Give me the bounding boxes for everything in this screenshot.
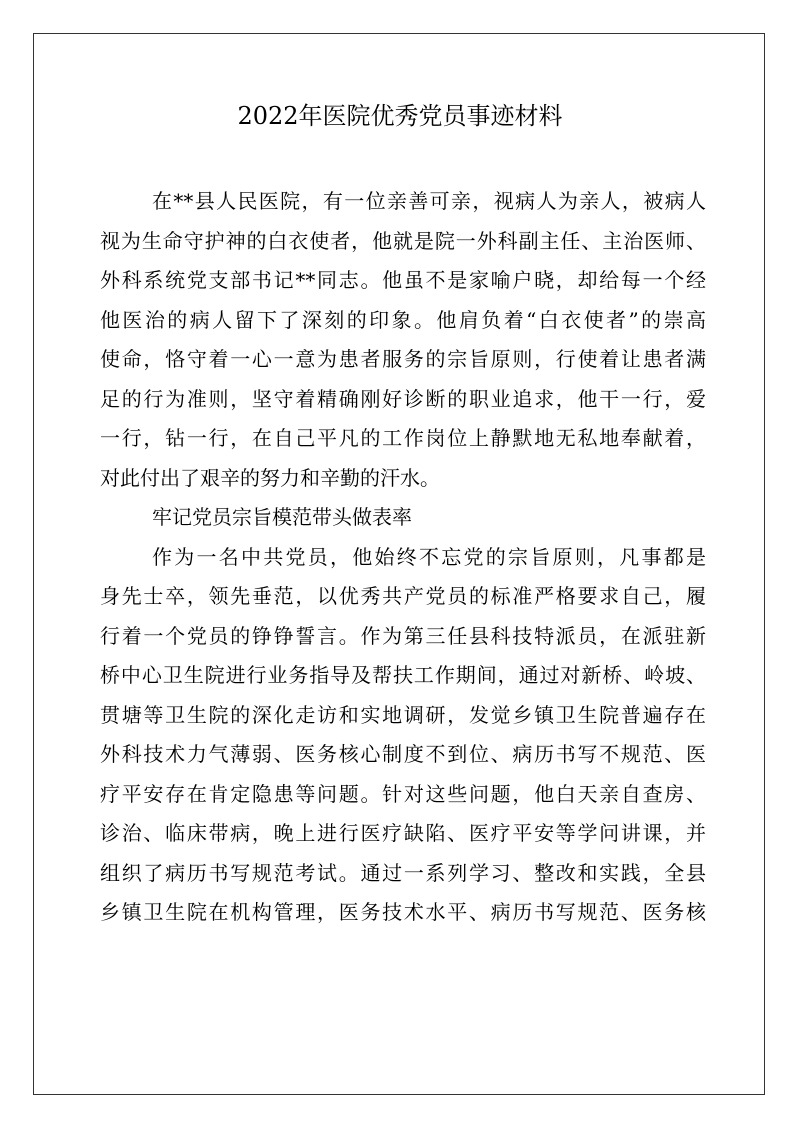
paragraph-line: 疗平安存在肯定隐患等问题。针对这些问题，他白天亲自查房、	[100, 781, 706, 806]
paragraph-line: 足的行为准则，坚守着精确刚好诊断的职业追求，他干一行，爱	[100, 386, 706, 411]
paragraph-line: 对此付出了艰辛的努力和辛勤的汗水。	[100, 465, 440, 490]
paragraph-line: 乡镇卫生院在机构管理，医务技术水平、病历书写规范、医务核	[100, 900, 706, 924]
paragraph-line: 他医治的病人留下了深刻的印象。他肩负着“白衣使者”的崇高	[100, 307, 706, 332]
paragraph-line: 组织了病历书写规范考试。通过一系列学习、整改和实践，全县	[100, 860, 706, 885]
document-title: 2022年医院优秀党员事迹材料	[237, 102, 563, 130]
paragraph-line: 桥中心卫生院进行业务指导及帮扶工作期间，通过对新桥、岭坡、	[100, 663, 706, 687]
paragraph-line: 视为生命守护神的白衣使者，他就是院一外科副主任、主治医师、	[100, 228, 706, 253]
paragraph-line: 在**县人民医院，有一位亲善可亲，视病人为亲人，被病人	[152, 189, 706, 213]
paragraph-line: 贯塘等卫生院的深化走访和实地调研，发觉乡镇卫生院普遍存在	[100, 702, 706, 727]
paragraph-line: 作为一名中共党员，他始终不忘党的宗旨原则，凡事都是	[152, 544, 706, 569]
paragraph-line: 使命，恪守着一心一意为患者服务的宗旨原则，行使着让患者满	[100, 347, 706, 371]
paragraph-line: 一行，钻一行，在自己平凡的工作岗位上静默地无私地奉献着，	[100, 426, 706, 450]
document-body	[100, 182, 706, 933]
paragraph-line: 身先士卒，领先垂范，以优秀共产党员的标准严格要求自己，履	[100, 584, 706, 608]
paragraph-line: 外科系统党支部书记**同志。他虽不是家喻户晓，却给每一个经	[100, 268, 706, 292]
paragraph-line: 外科技术力气薄弱、医务核心制度不到位、病历书写不规范、医	[100, 742, 706, 766]
paragraph-line: 行着一个党员的铮铮誓言。作为第三任县科技特派员，在派驻新	[100, 623, 706, 648]
paragraph-line: 诊治、临床带病，晚上进行医疗缺陷、医疗平安等学问讲课，并	[100, 821, 706, 845]
section-heading: 牢记党员宗旨模范带头做表率	[152, 505, 412, 529]
